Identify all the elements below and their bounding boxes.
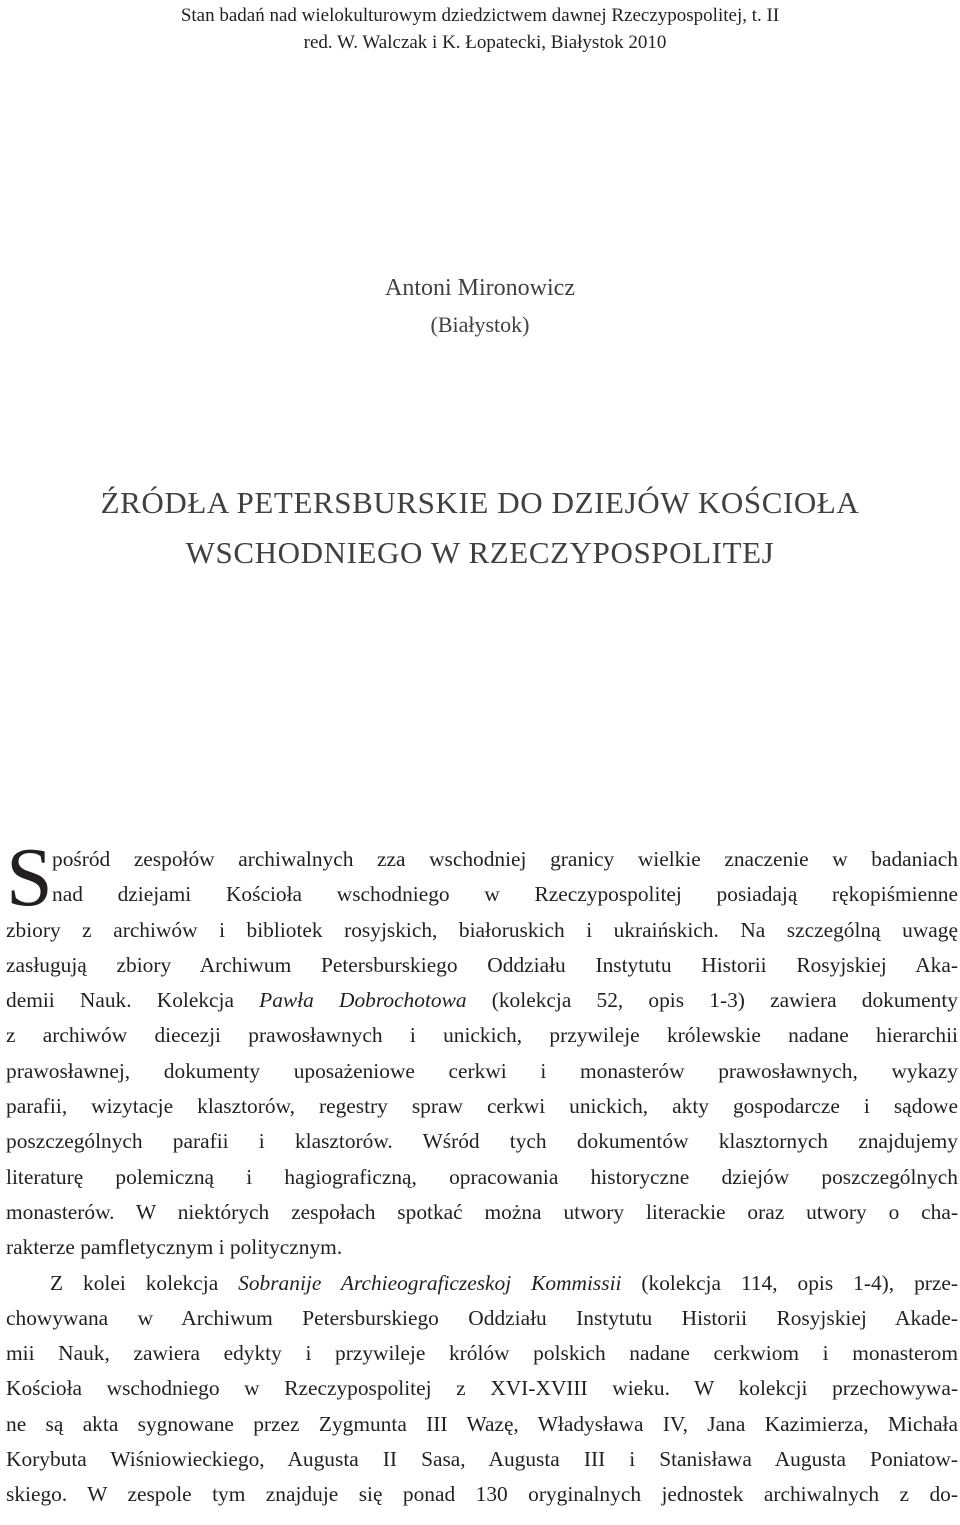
running-header xyxy=(0,2,960,56)
article-title xyxy=(0,478,960,578)
body-line: ne są akta sygnowane przez Zygmunta III Wazę, Władysława IV, Jana Kazimierza, Michała xyxy=(6,1411,958,1436)
body-line: chowywana w Archiwum Petersburskiego Oddziału Instytutu Historii Rosyjskiej Akade- xyxy=(6,1305,958,1330)
body-line: mii Nauk, zawiera edykty i przywileje królów polskich nadane cerkwiom i monasterom xyxy=(6,1341,958,1366)
body-text: Z kolei kolekcja xyxy=(50,1270,239,1295)
author-affiliation: (Białystok) xyxy=(430,312,530,337)
paragraph-2 xyxy=(6,1266,958,1513)
body-line: skiego. W zespole tym znajduje się ponad 130 oryginalnych jednostek archiwalnych z do- xyxy=(6,1482,958,1507)
body-line xyxy=(6,1266,958,1301)
body-line: zasługują zbiory Archiwum Petersburskiego Oddziału Instytutu Historii Rosyjskiej Aka- xyxy=(6,952,958,977)
italic-collection-name: Sobranije Archieograficzeskoj Kommissii xyxy=(238,1270,622,1295)
body-line: monasterów. W niektórych zespołach spotkać można utwory literackie oraz utwory o cha- xyxy=(6,1199,958,1224)
body-line: rakterze pamfletycznym i politycznym. xyxy=(6,1235,343,1260)
italic-name: Pawła Dobrochotowa xyxy=(259,988,467,1013)
body-text: (kolekcja 114, opis 1-4), prze- xyxy=(621,1270,958,1295)
title-line-1: ŹRÓDŁA PETERSBURSKIE DO DZIEJÓW KOŚCIOŁA xyxy=(100,485,860,520)
header-line-2: red. W. Walczak i K. Łopatecki, Białystok 2010 xyxy=(303,32,667,53)
body-line: parafii, wizytacje klasztorów, regestry spraw cerkwi unickich, akty gospodarcze i sądowe xyxy=(6,1094,958,1119)
body-line: Kościoła wschodniego w Rzeczypospolitej z XVI-XVIII wieku. W kolekcji przechowywa- xyxy=(6,1376,958,1401)
body-line: zbiory z archiwów i bibliotek rosyjskich, białoruskich i ukraińskich. Na szczególną uwagę xyxy=(6,917,958,942)
title-line-2: WSCHODNIEGO W RZECZYPOSPOLITEJ xyxy=(185,535,775,570)
body-text: (kolekcja 52, opis 1-3) zawiera dokumenty xyxy=(466,988,958,1013)
body-line: nad dziejami Kościoła wschodniego w Rzeczypospolitej posiadają rękopiśmienne xyxy=(52,882,958,907)
body-line: z archiwów diecezji prawosławnych i unickich, przywileje królewskie nadane hierarchii xyxy=(6,1023,958,1048)
author-name: Antoni Mironowicz xyxy=(385,275,575,301)
header-line-1: Stan badań nad wielokulturowym dziedzictwem dawnej Rzeczypospolitej, t. II xyxy=(180,5,780,26)
drop-cap: S xyxy=(6,831,53,924)
body-line: Korybuta Wiśniowieckiego, Augusta II Sasa, Augusta III i Stanisława Augusta Poniatow- xyxy=(6,1447,958,1472)
article-body xyxy=(6,831,958,1513)
body-line: prawosławnej, dokumenty uposażeniowe cerkwi i monasterów prawosławnych, wykazy xyxy=(6,1058,958,1083)
body-line xyxy=(6,983,958,1018)
body-line: pośród zespołów archiwalnych zza wschodniej granicy wielkie znaczenie w badaniach xyxy=(52,847,958,871)
body-text: demii Nauk. Kolekcja xyxy=(6,988,260,1013)
paragraph-1 xyxy=(6,831,958,1266)
body-line: literaturę polemiczną i hagiograficzną, opracowania historyczne dziejów poszczególnych xyxy=(6,1164,958,1189)
body-line: poszczególnych parafii i klasztorów. Wśród tych dokumentów klasztornych znajdujemy xyxy=(6,1129,958,1154)
